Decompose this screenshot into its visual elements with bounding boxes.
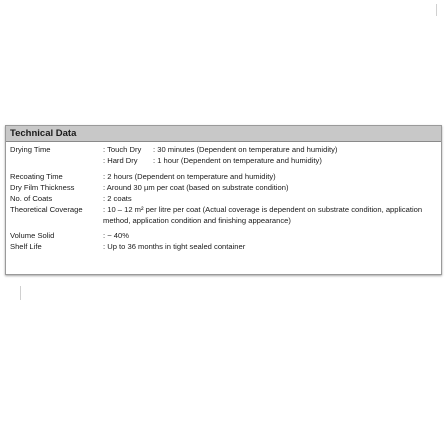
top-edge-mark <box>436 4 437 16</box>
technical-data-table <box>5 125 442 275</box>
volume-solid-label: Volume Solid <box>10 231 55 240</box>
hard-dry-label: : Hard Dry <box>103 156 138 165</box>
recoating-time-value: : 2 hours (Dependent on temperature and humidity) <box>103 172 276 181</box>
theoretical-coverage-value: : 10 – 12 m² per litre per coat (Actual coverage is dependent on substrate condition, application method, application condition and finishing appearance) <box>103 205 423 225</box>
no-of-coats-value: : 2 coats <box>103 194 132 203</box>
shelf-life-value: : Up to 36 months in tight sealed container <box>103 242 246 251</box>
theoretical-coverage-label: Theoretical Coverage <box>10 205 83 214</box>
dry-film-thickness-label: Dry Film Thickness <box>10 183 75 192</box>
volume-solid-value: : ~ 40% <box>103 231 129 240</box>
shelf-life-label: Shelf Life <box>10 242 42 251</box>
hard-dry-line <box>103 156 435 167</box>
left-edge-mark <box>20 286 21 300</box>
no-of-coats-label: No. of Coats <box>10 194 53 203</box>
touch-dry-line <box>103 145 435 156</box>
recoating-time-label: Recoating Time <box>10 172 63 181</box>
hard-dry-value: : 1 hour (Dependent on temperature and humidity) <box>153 156 322 165</box>
dry-film-thickness-value: : Around 30 µm per coat (based on substrate condition) <box>103 183 289 192</box>
drying-time-label: Drying Time <box>10 145 51 154</box>
touch-dry-value: : 30 minutes (Dependent on temperature and humidity) <box>153 145 338 154</box>
touch-dry-label: : Touch Dry <box>103 145 142 154</box>
table-title: Technical Data <box>6 126 441 142</box>
